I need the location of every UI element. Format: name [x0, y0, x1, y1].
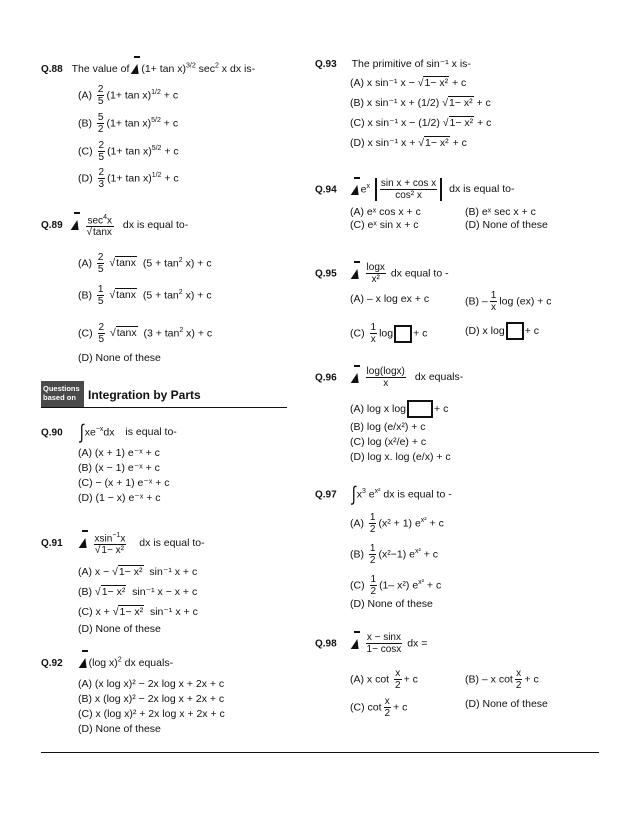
option-a: (A) $\frac{1}{2}$ (x² + 1) $e^{x^2} + c$ — [350, 512, 444, 535]
question-number: Q.94 — [315, 184, 337, 196]
section-divider — [41, 407, 287, 408]
page-bottom-divider — [41, 752, 599, 753]
option-d: (D) x sin⁻¹ x + √ 1− x² + c — [350, 137, 467, 149]
illegible-glyph-icon — [407, 400, 433, 418]
fraction: $\sec^4x$ √ tanx — [86, 212, 114, 238]
fraction: $\frac{2}{3}$ — [98, 167, 105, 190]
option-a: (A) (x log x)² − 2x log x + 2x + c — [78, 678, 225, 690]
option-c: (C) x sin⁻¹ x − (1/2) √ 1− x² + c — [350, 117, 491, 129]
option-d: (D) log x. log (e/x) + c — [350, 451, 451, 463]
question-93: Q.93 The primitive of sin⁻¹ x is- — [315, 58, 471, 70]
question-89: Q.89 $\sec^4x$ √ tanx dx is equal to- — [41, 212, 188, 238]
section-badge: Questions based on — [41, 381, 84, 407]
option-b: (B) – $\frac{1}{x}$ log (ex) + c — [465, 290, 552, 313]
option-a: (A) x sin⁻¹ x − √ 1− x² + c — [350, 77, 466, 89]
option-d: (D) None of these — [465, 698, 548, 710]
question-number: Q.92 — [41, 657, 63, 669]
option-c: (C) $\frac{2}{5}$ √ tanx $(3 + \tan^2 x) + c$ — [78, 322, 212, 345]
option-d: (D) None of these — [78, 623, 161, 635]
integral-icon — [132, 62, 141, 76]
option-c: (C) − (x + 1) e⁻ˣ + c — [78, 477, 170, 489]
option-b: (B) x sin⁻¹ x + (1/2) √ 1− x² + c — [350, 97, 491, 109]
question-number: Q.95 — [315, 268, 337, 280]
question-97: Q.97 $\int x^3$ $e^{x^2}$ dx is equal to - — [315, 483, 452, 506]
question-92: Q.92 (log x)$^2$ dx equals- — [41, 656, 174, 669]
option-d: (D) None of these — [465, 219, 548, 231]
integral-icon — [72, 218, 81, 232]
integral-icon — [352, 371, 361, 385]
question-number: Q.93 — [315, 59, 337, 70]
option-a: (A) $\frac{2}{5}$ √ tanx $(5 + \tan^2 x) + c$ — [78, 252, 212, 275]
integral-icon — [80, 656, 89, 670]
fraction: $\frac{2}{5}$ — [98, 140, 105, 163]
question-96: Q.96 $\frac{\log(\log x)}{x}$ dx equals- — [315, 366, 464, 389]
option-c: (C) log (x²/e) + c — [350, 436, 427, 448]
option-b: (B) eˣ sec x + c — [465, 206, 536, 218]
question-number: Q.91 — [41, 537, 63, 549]
option-b: (B) $\frac{5}{2}$ $(1+ \tan x)^{5/2} + c$ — [78, 112, 179, 135]
question-number: Q.88 — [41, 63, 63, 75]
fraction: $\frac{2}{5}$ — [97, 84, 104, 107]
question-number: Q.96 — [315, 372, 337, 384]
option-b: (B) – x cot $\frac{x}{2}$ + c — [465, 668, 539, 691]
option-b: (B) √ 1− x² sin⁻¹ x − x + c — [78, 586, 197, 598]
option-b: (B) $\frac{1}{2}$ (x²−1) $e^{x^2} + c$ — [350, 543, 439, 566]
option-c: (C) x + √ 1− x² sin⁻¹ x + c — [78, 606, 198, 618]
option-c: (C) x (log x)² + 2x log x + 2x + c — [78, 708, 225, 720]
section-title: Integration by Parts — [88, 388, 201, 402]
option-d: (D) None of these — [78, 723, 161, 735]
integral-icon — [80, 536, 89, 550]
option-b: (B) x (log x)² − 2x log x + 2x + c — [78, 693, 225, 705]
question-95: Q.95 $\frac{\log x}{\text{x²}}$ dx equal to - — [315, 262, 449, 285]
integrand: (1+ tan x) — [141, 62, 186, 75]
option-d: (D) None of these — [78, 352, 161, 364]
option-b: (B) (x − 1) e⁻ˣ + c — [78, 462, 160, 474]
question-number: Q.90 — [41, 427, 63, 439]
option-d: (D) $\frac{2}{3}$ $(1+ \tan x)^{1/2} + c$ — [78, 167, 179, 190]
question-number: Q.89 — [41, 219, 63, 231]
integral-icon — [352, 267, 361, 281]
option-c: (C) eˣ sin x + c — [350, 219, 419, 231]
illegible-glyph-icon — [394, 325, 412, 343]
question-number: Q.98 — [315, 638, 337, 650]
option-b: (B) log (e/x²) + c — [350, 421, 426, 433]
option-c: (C) $\frac{2}{5}$ $(1+ \tan x)^{5/2} + c$ — [78, 140, 179, 163]
option-b: (B) $\frac{1}{5}$ √ tanx $(5 + \tan^2 x) + c$ — [78, 284, 212, 307]
option-c: (C) $\frac{1}{x}$ log + c — [350, 322, 428, 345]
fraction: $\frac{5}{2}$ — [97, 112, 104, 135]
option-d: (D) (1 − x) e⁻ˣ + c — [78, 492, 161, 504]
question-98: Q.98 $\frac{x - \sin x}{1- \cos x}$ dx = — [315, 632, 428, 655]
question-91: Q.91 xsin$^{-1}$x √ 1− x² dx is equal to- — [41, 530, 205, 556]
option-a: (A) (x + 1) e⁻ˣ + c — [78, 447, 160, 459]
option-a: (A) $\frac{2}{5}$ $(1+ \tan x)^{1/2} + c$ — [78, 84, 179, 107]
question-number: Q.97 — [315, 489, 337, 501]
option-c: (C) cot $\frac{x}{2}$ + c — [350, 696, 408, 719]
integral-icon — [352, 637, 361, 651]
option-a: (A) x − √ 1− x² sin⁻¹ x + c — [78, 566, 197, 578]
question-88: Q.88 The value of $(1+ \tan x)^{3/2}$ $\sec^2 x$ dx is- — [41, 62, 256, 75]
option-d: (D) x log + c — [465, 322, 539, 340]
option-a: (A) log x log + c — [350, 400, 448, 418]
integral-icon: ∫ — [79, 421, 84, 444]
integral-icon: ∫ — [351, 483, 356, 506]
option-c: (C) $\frac{1}{2}$ (1– x²) $e^{x^2} + c$ — [350, 574, 442, 597]
option-d: (D) None of these — [350, 598, 433, 610]
question-94: Q.94 $e^x$ $\frac{\text{sin x + cos x}}{\text{cos² x}}$ dx is equal to- — [315, 178, 515, 201]
integral-icon — [352, 183, 361, 197]
option-a: (A) eˣ cos x + c — [350, 206, 421, 218]
option-a: (A) x cot $\frac{x}{2}$ + c — [350, 668, 418, 691]
question-stem: The value of — [71, 62, 130, 75]
illegible-glyph-icon — [506, 322, 524, 340]
question-90: Q.90 $\int xe^{-x}dx$ is equal to- — [41, 421, 177, 444]
option-a: (A) – x log ex + c — [350, 293, 430, 305]
